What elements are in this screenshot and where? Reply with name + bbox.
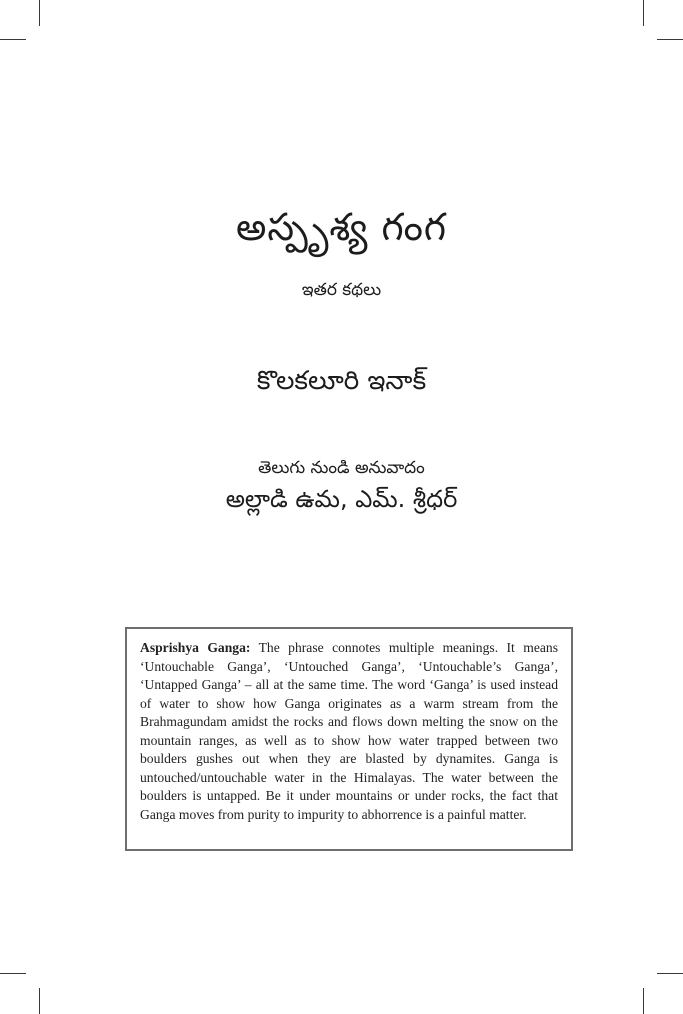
- crop-mark-bottom-left-vertical: [39, 988, 40, 1014]
- title-explanation-box: [125, 627, 573, 851]
- crop-mark-top-right-vertical: [643, 0, 644, 26]
- crop-mark-bottom-left-horizontal: [0, 973, 26, 974]
- translator-names: అల్లాడి ఉమ, ఎమ్. శ్రీధర్: [225, 485, 458, 513]
- crop-mark-top-left-vertical: [39, 0, 40, 26]
- crop-mark-bottom-right-horizontal: [657, 973, 683, 974]
- crop-mark-top-right-horizontal: [657, 39, 683, 40]
- crop-mark-top-left-horizontal: [0, 39, 26, 40]
- note-term: Asprishya Ganga:: [140, 640, 251, 655]
- book-title: అస్పృశ్య గంగ: [235, 205, 448, 249]
- author-name: కొలకలూరి ఇనాక్: [256, 366, 427, 396]
- crop-mark-bottom-right-vertical: [643, 988, 644, 1014]
- translation-note: తెలుగు నుండి అనువాదం: [258, 458, 425, 478]
- note-text: The phrase connotes multiple meanings. It means ‘Untouchable Ganga’, ‘Untouched Ganga’, ‘Untouchable’s Ganga’, ‘Untapped Ganga’ – all at the same time. The word ‘Ganga’ is used instead of water to show how Ganga originates as a warm stream from the Brahmagundam amidst the rocks and flows down melting the snow on the mountain ranges, as well as to show how water trapped between two boulders gushes out when they are blasted by dynamites. Ganga is untouched/untouchable water in the Himalayas. The water between the boulders is untapped. Be it under mountains or under rocks, the fact that Ganga moves from purity to impurity to abhorrence is a painful matter.: [140, 640, 558, 822]
- book-subtitle: ఇతర కథలు: [301, 280, 382, 300]
